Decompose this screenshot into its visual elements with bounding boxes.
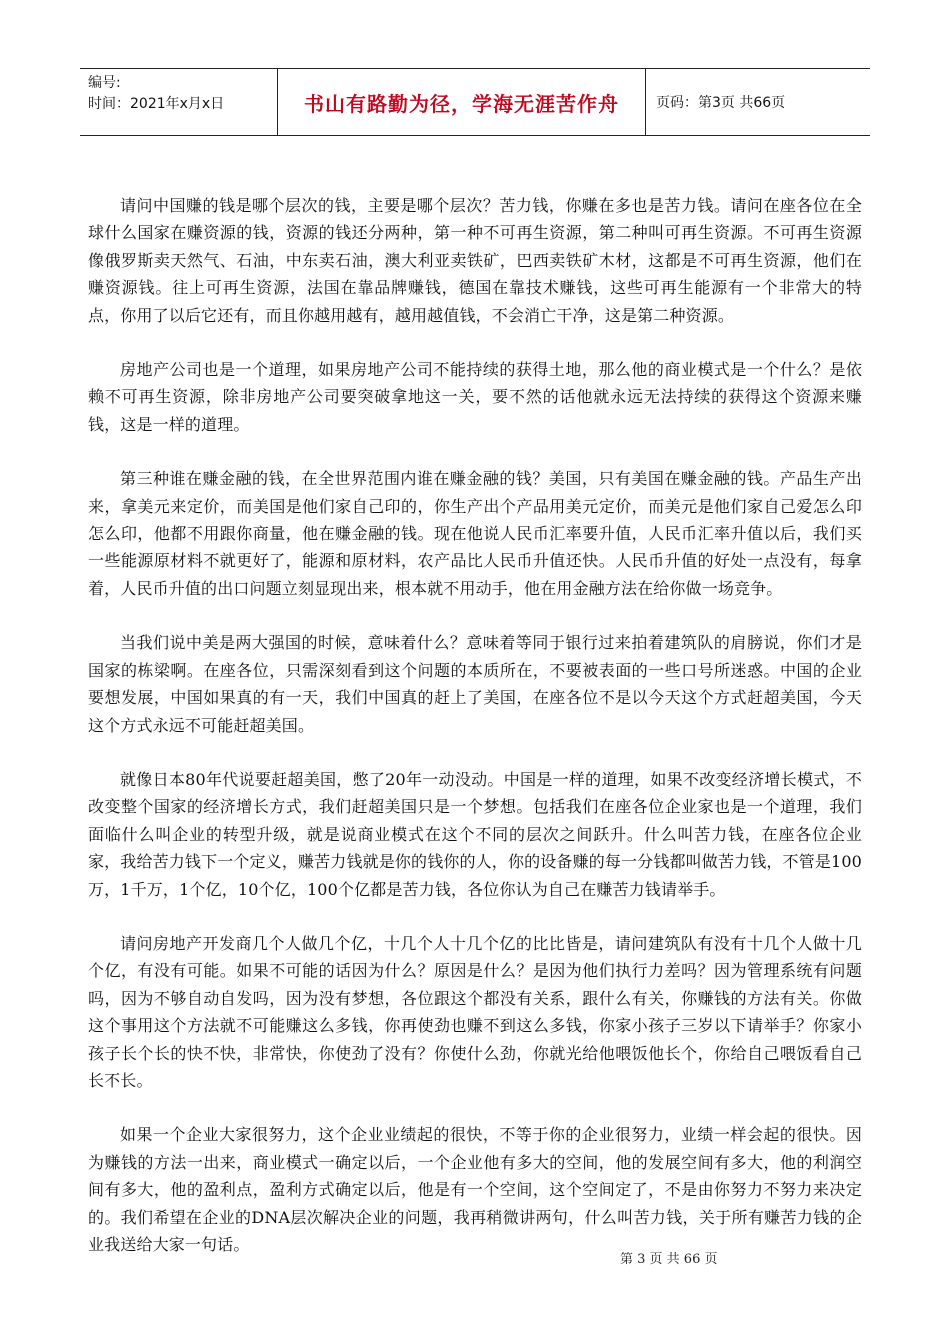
paragraph: 就像日本80年代说要赶超美国，憋了20年一动没动。中国是一样的道理，如果不改变经济增长模式，不改变整个国家的经济增长方式，我们赶超美国只是一个梦想。包括我们在座各位企业家也是一个道理，我们面临什么叫企业的转型升级，就是说商业模式在这个不同的层次之间跃升。什么叫苦力钱，在座各位企业家，我给苦力钱下一个定义，赚苦力钱就是你的钱你的人，你的设备赚的每一分钱都叫做苦力钱，不管是100万，1千万，1个亿，10个亿，100个亿都是苦力钱，各位你认为自己在赚苦力钱请举手。 xyxy=(88,769,862,899)
footer-page-number: 第 3 页 共 66 页 xyxy=(620,1252,718,1267)
motto-text: 书山有路勤为径，学海无涯苦作舟 xyxy=(304,91,619,116)
paragraph: 请问中国赚的钱是哪个层次的钱，主要是哪个层次？苦力钱，你赚在多也是苦力钱。请问在座各位在全球什么国家在赚资源的钱，资源的钱还分两种，第一种不可再生资源，第二种叫可再生资源。不可再生资源像俄罗斯卖天然气、石油，中东卖石油，澳大利亚卖铁矿，巴西卖铁矿木材，这都是不可再生资源，他们在赚资源钱。往上可再生资源，法国在靠品牌赚钱，德国在靠技术赚钱，这些可再生能源有一个非常大的特点，你用了以后它还有，而且你越用越有，越用越值钱，不会消亡干净，这是第二种资源。 xyxy=(88,196,862,325)
document-body xyxy=(88,192,862,1285)
paragraph: 请问房地产开发商几个人做几个亿，十几个人十几个亿的比比皆是，请问建筑队有没有十几个人做十几个亿，有没有可能。如果不可能的话因为什么？原因是什么？是因为他们执行力差吗？因为管理系统有问题吗，因为不够自动自发吗，因为没有梦想，各位跟这个都没有关系，跟什么有关，你赚钱的方法有关。你做这个事用这个方法就不可能赚这么多钱，你再使劲也赚不到这么多钱，你家小孩子三岁以下请举手？你家小孩子长个长的快不快，非常快，你使劲了没有？你使什么劲，你就光给他喂饭他长个，你给自己喂饭看自己长不长。 xyxy=(88,933,862,1090)
time-label: 时间：2021年x月x日 xyxy=(88,96,225,112)
paragraph: 第三种谁在赚金融的钱，在全世界范围内谁在赚金融的钱？美国，只有美国在赚金融的钱。产品生产出来，拿美元来定价，而美国是他们家自己印的，你生产出个产品用美元定价，而美元是他们家自己爱怎么印怎么印，他都不用跟你商量，他在赚金融的钱。现在他说人民币汇率要升值，人民币汇率升值以后，我们买一些能源原材料不就更好了，能源和原材料，农产品比人民币升值还快。人民币升值的好处一点没有，每拿着，人民币升值的出口问题立刻显现出来，根本就不用动手，他在用金融方法在给你做一场竞争。 xyxy=(88,469,862,598)
header-meta xyxy=(80,69,278,135)
header-motto xyxy=(278,69,646,135)
paragraph: 房地产公司也是一个道理，如果房地产公司不能持续的获得土地，那么他的商业模式是一个什么？是依赖不可再生资源，除非房地产公司要突破拿地这一关，要不然的话他就永远无法持续的获得这个资源来赚钱，这是一样的道理。 xyxy=(88,360,862,434)
page-info-text: 页码：第3页 共66页 xyxy=(656,95,786,111)
header-page-info xyxy=(646,69,870,135)
page-footer xyxy=(620,1248,717,1267)
number-label: 编号: xyxy=(88,75,121,91)
paragraph: 当我们说中美是两大强国的时候，意味着什么？意味着等同于银行过来拍着建筑队的肩膀说，你们才是国家的栋梁啊。在座各位，只需深刻看到这个问题的本质所在，不要被表面的一些口号所迷惑。中国的企业要想发展，中国如果真的有一天，我们中国真的赶上了美国，在座各位不是以今天这个方式赶超美国，今天这个方式永远不可能赶超美国。 xyxy=(88,633,862,735)
paragraph: 如果一个企业大家很努力，这个企业业绩起的很快，不等于你的企业很努力，业绩一样会起的很快。因为赚钱的方法一出来，商业模式一确定以后，一个企业他有多大的空间，他的发展空间有多大，他的利润空间有多大，他的盈利点，盈利方式确定以后，他是有一个空间，这个空间定了，不是由你努力不努力来决定的。我们希望在企业的DNA层次解决企业的问题，我再稍微讲两句，什么叫苦力钱，关于所有赚苦力钱的企业我送给大家一句话。 xyxy=(88,1125,862,1254)
page-header xyxy=(80,68,870,136)
